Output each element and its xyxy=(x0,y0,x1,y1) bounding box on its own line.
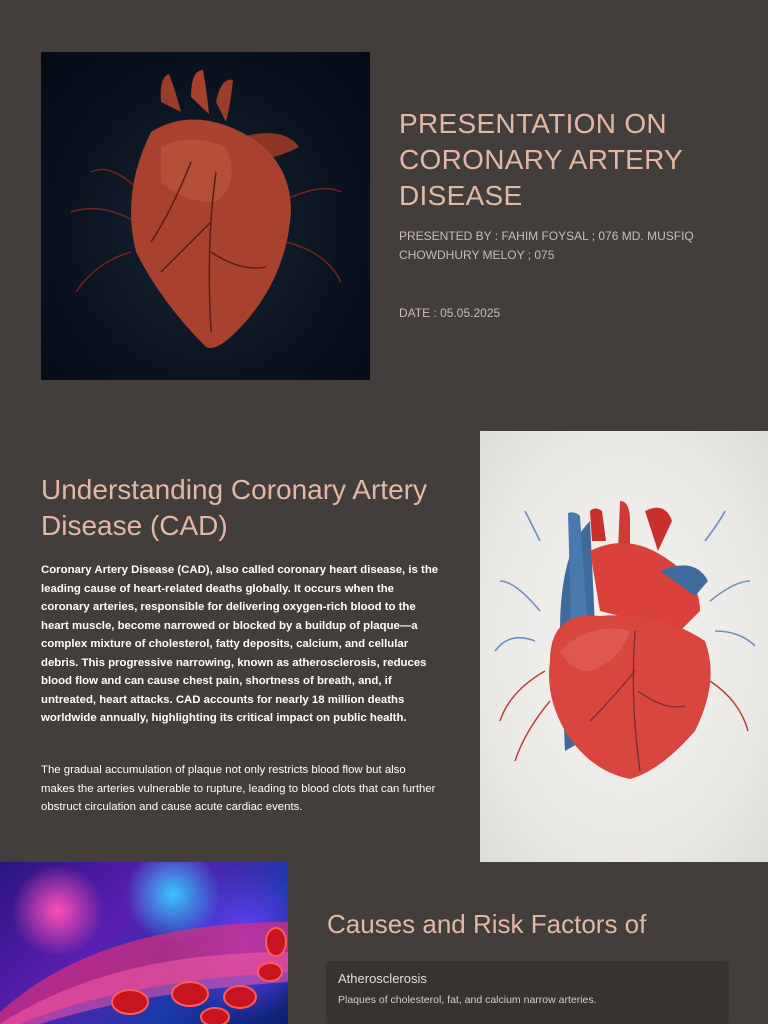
cad-paragraph-2: The gradual accumulation of plaque not only restricts blood flow but also makes the arteries vulnerable to rupture, leading to blood clots that can further obstruct circulation and cause acute cardiac events. xyxy=(41,764,436,813)
presentation-date: DATE : 05.05.2025 xyxy=(399,306,501,320)
heart-illustration-image xyxy=(480,431,768,862)
presentation-title: PRESENTATION ON CORONARY ARTERY DISEASE xyxy=(399,108,683,211)
causes-section-title: Causes and Risk Factors of xyxy=(327,909,647,939)
anatomical-heart-image xyxy=(41,52,370,380)
risk-factor-card xyxy=(326,961,729,1024)
blood-cells-image xyxy=(0,862,288,1024)
presenters-text: PRESENTED BY : FAHIM FOYSAL ; 076 MD. MUSFIQ CHOWDHURY MELOY ; 075 xyxy=(399,229,694,262)
cad-paragraph-1: Coronary Artery Disease (CAD), also called coronary heart disease, is the leading cause of heart-related deaths globally. It occurs when the coronary arteries, responsible for delivering oxygen-rich blood to the heart muscle, become narrowed or blocked by a buildup of plaque—a complex mixture of cholesterol, fatty deposits, calcium, and cellular debris. This progressive narrowing, known as atherosclerosis, reduces blood flow and can cause chest pain, shortness of breath, and, if untreated, heart attacks. CAD accounts for nearly 18 million deaths worldwide annually, highlighting its critical impact on public health. xyxy=(41,564,439,724)
cad-section-title: Understanding Coronary Artery Disease (CAD) xyxy=(41,474,427,541)
risk-factor-description: Plaques of cholesterol, fat, and calcium narrow arteries. xyxy=(338,994,597,1006)
risk-factor-title: Atherosclerosis xyxy=(338,971,427,986)
